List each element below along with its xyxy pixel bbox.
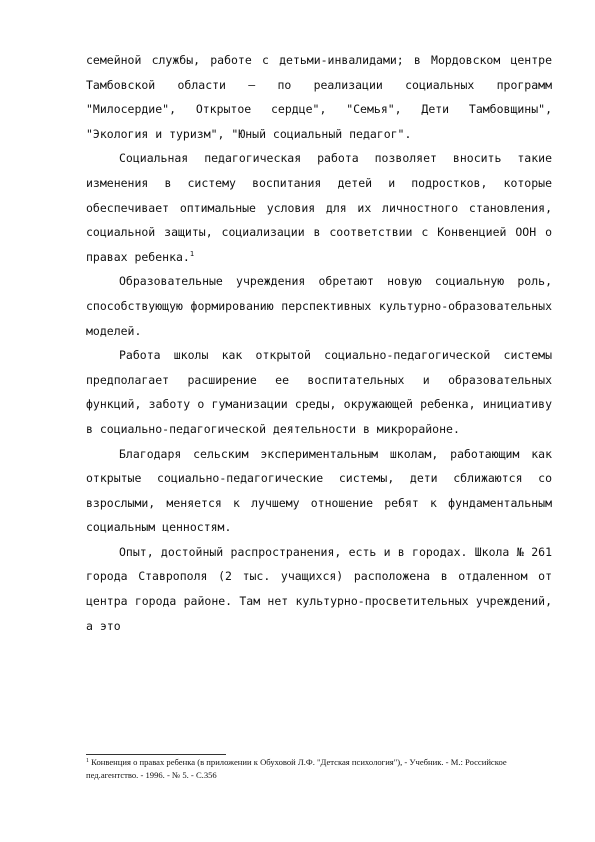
footnote-text: Конвенция о правах ребенка (в приложении к Обуховой Л.Ф. "Детская психология"), - Учебник. - М.: Российское пед.агентство. - 1996. - № 5. - С.356 [86,757,507,780]
paragraph-continuation: семейной службы, работе с детьми-инвалидами; в Мордовском центре Тамбовской области – по реализации социальных программ "Милосердие", Открытое сердце", "Семья", Дети Тамбовщины", "Экология и туризм", "Юный социальный педагог". [86,53,552,141]
paragraph-text: Социальная педагогическая работа позволяет вносить такие изменения в систему воспитания детей и подростков, которые обеспечивает оптимальные условия для их личностного становления, социальной защиты, социализации в соответствии с Конвенцией ООН о правах ребенка. [86,151,552,264]
footnote [86,756,556,782]
paragraph [86,146,552,269]
paragraph: Образовательные учреждения обретают новую социальную роль, способствующую формированию перспективных культурно-образовательных моделей. [86,274,552,338]
footnote-separator [86,754,226,755]
paragraph: Благодаря сельским экспериментальным школам, работающим как открытые социально-педагогические системы, дети сближаются со взрослыми, меняется к лучшему отношение ребят к фундаментальным социальным ценностям. [86,446,552,535]
body-text [86,48,552,638]
footnote-marker: 1 [86,758,89,764]
paragraph: Опыт, достойный распространения, есть и в городах. Школа № 261 города Ставрополя (2 тыс. учащихся) расположена в отдаленном от центра города районе. Там нет культурно-просветительных учреждений, а это [86,544,552,633]
paragraph: Работа школы как открытой социально-педагогической системы предполагает расширение ее воспитательных и образовательных функций, заботу о гуманизации среды, окружающей ребенка, инициативу в социально-педагогической деятельности в микрорайоне. [86,348,552,436]
footnote-reference: 1 [189,249,195,258]
